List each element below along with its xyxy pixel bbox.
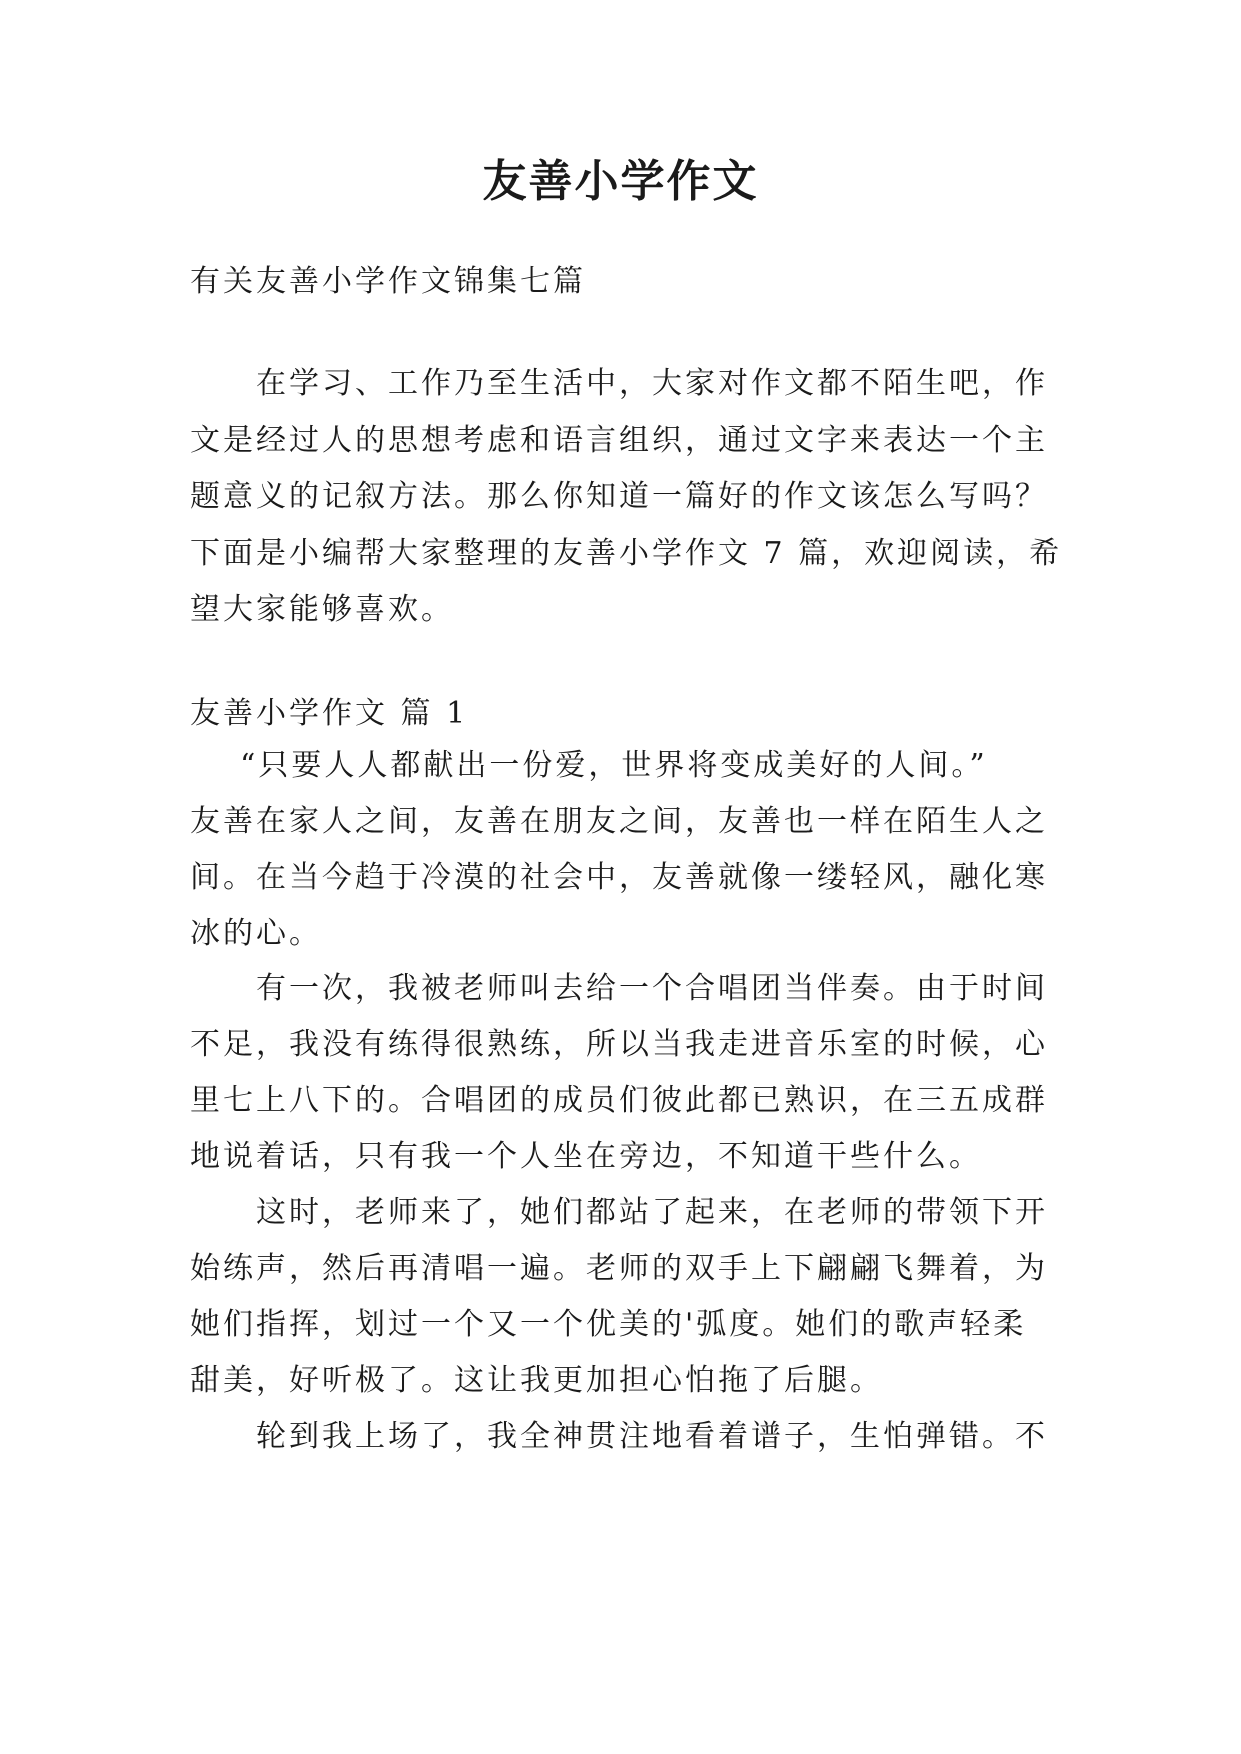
intro-line: 望大家能够喜欢。 bbox=[190, 592, 454, 627]
document-title: 友善小学作文 bbox=[482, 156, 759, 207]
intro-line: 在学习、工作乃至生活中，大家对作文都不陌生吧，作 bbox=[256, 366, 1048, 401]
body-line: “只要人人都献出一份爱，世界将变成美好的人间。” bbox=[240, 748, 988, 783]
body-line: 友善在家人之间，友善在朋友之间，友善也一样在陌生人之 bbox=[190, 804, 1048, 839]
body-line: 始练声，然后再清唱一遍。老师的双手上下翩翩飞舞着，为 bbox=[190, 1251, 1048, 1286]
section-heading: 友善小学作文 篇 1 bbox=[190, 696, 469, 731]
intro-line: 下面是小编帮大家整理的友善小学作文 7 篇，欢迎阅读，希 bbox=[190, 536, 1063, 571]
document-subtitle: 有关友善小学作文锦集七篇 bbox=[190, 264, 586, 299]
body-line: 她们指挥，划过一个又一个优美的'弧度。她们的歌声轻柔 bbox=[190, 1307, 1027, 1342]
body-line: 轮到我上场了，我全神贯注地看着谱子，生怕弹错。不 bbox=[256, 1419, 1048, 1454]
body-line: 有一次，我被老师叫去给一个合唱团当伴奏。由于时间 bbox=[256, 971, 1048, 1006]
body-line: 这时，老师来了，她们都站了起来，在老师的带领下开 bbox=[256, 1195, 1048, 1230]
body-line: 地说着话，只有我一个人坐在旁边，不知道干些什么。 bbox=[190, 1139, 982, 1174]
body-line: 甜美，好听极了。这让我更加担心怕拖了后腿。 bbox=[190, 1363, 883, 1398]
body-line: 里七上八下的。合唱团的成员们彼此都已熟识，在三五成群 bbox=[190, 1083, 1048, 1118]
intro-line: 题意义的记叙方法。那么你知道一篇好的作文该怎么写吗？ bbox=[190, 479, 1048, 514]
body-line: 冰的心。 bbox=[190, 916, 322, 951]
body-line: 不足，我没有练得很熟练，所以当我走进音乐室的时候，心 bbox=[190, 1027, 1048, 1062]
intro-line: 文是经过人的思想考虑和语言组织，通过文字来表达一个主 bbox=[190, 423, 1048, 458]
body-line: 间。在当今趋于冷漠的社会中，友善就像一缕轻风，融化寒 bbox=[190, 860, 1048, 895]
